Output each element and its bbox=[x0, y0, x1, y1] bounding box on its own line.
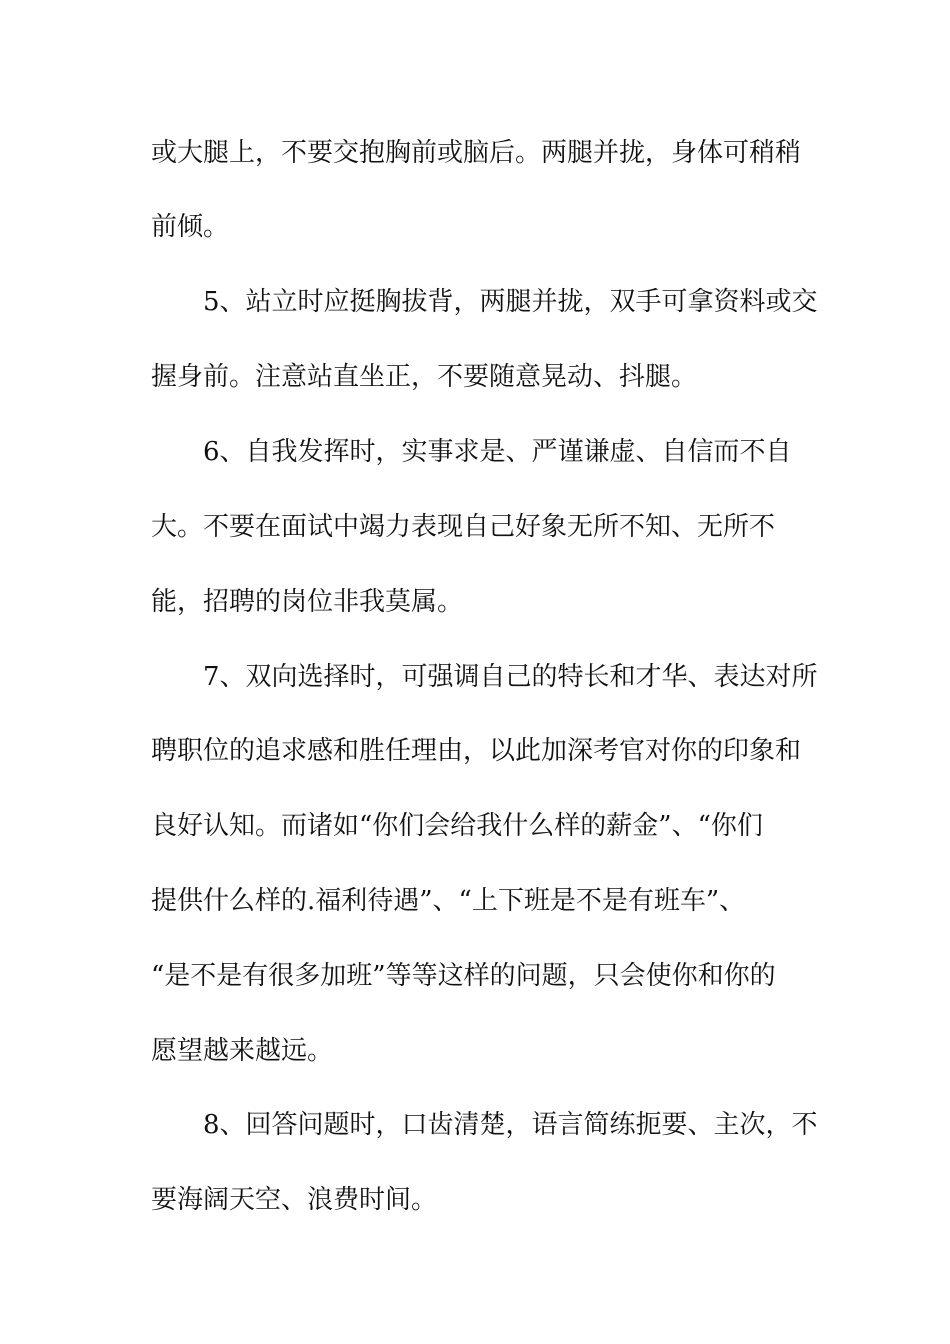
paragraph-6-start: 6、自我发挥时，实事求是、严谨谦虚、自信而不自 bbox=[203, 437, 792, 467]
text-line: 前倾。 bbox=[151, 212, 230, 242]
text-line: 或大腿上，不要交抱胸前或脑后。两腿并拢，身体可稍稍 bbox=[151, 138, 802, 168]
text-line: 握身前。注意站直坐正，不要随意晃动、抖腿。 bbox=[151, 362, 698, 392]
text-line: 愿望越来越远。 bbox=[151, 1036, 334, 1066]
text-line: 要海阔天空、浪费时间。 bbox=[151, 1185, 438, 1215]
text-line: “是不是有很多加班”等等这样的问题，只会使你和你的 bbox=[151, 961, 776, 991]
paragraph-5-start: 5、站立时应挺胸拔背，两腿并拢，双手可拿资料或交 bbox=[203, 287, 818, 317]
text-line: 能，招聘的岗位非我莫属。 bbox=[151, 587, 464, 617]
text-line: 大。不要在面试中竭力表现自己好象无所不知、无所不 bbox=[151, 512, 776, 542]
text-line: 聘职位的追求感和胜任理由，以此加深考官对你的印象和 bbox=[151, 736, 802, 766]
paragraph-8-start: 8、回答问题时，口齿清楚，语言简练扼要、主次，不 bbox=[203, 1110, 818, 1140]
paragraph-7-start: 7、双向选择时，可强调自己的特长和才华、表达对所 bbox=[203, 662, 818, 692]
text-line: 良好认知。而诸如“你们会给我什么样的薪金”、“你们 bbox=[151, 811, 763, 841]
text-line: 提供什么样的.福利待遇”、“上下班是不是有班车”、 bbox=[151, 886, 746, 916]
